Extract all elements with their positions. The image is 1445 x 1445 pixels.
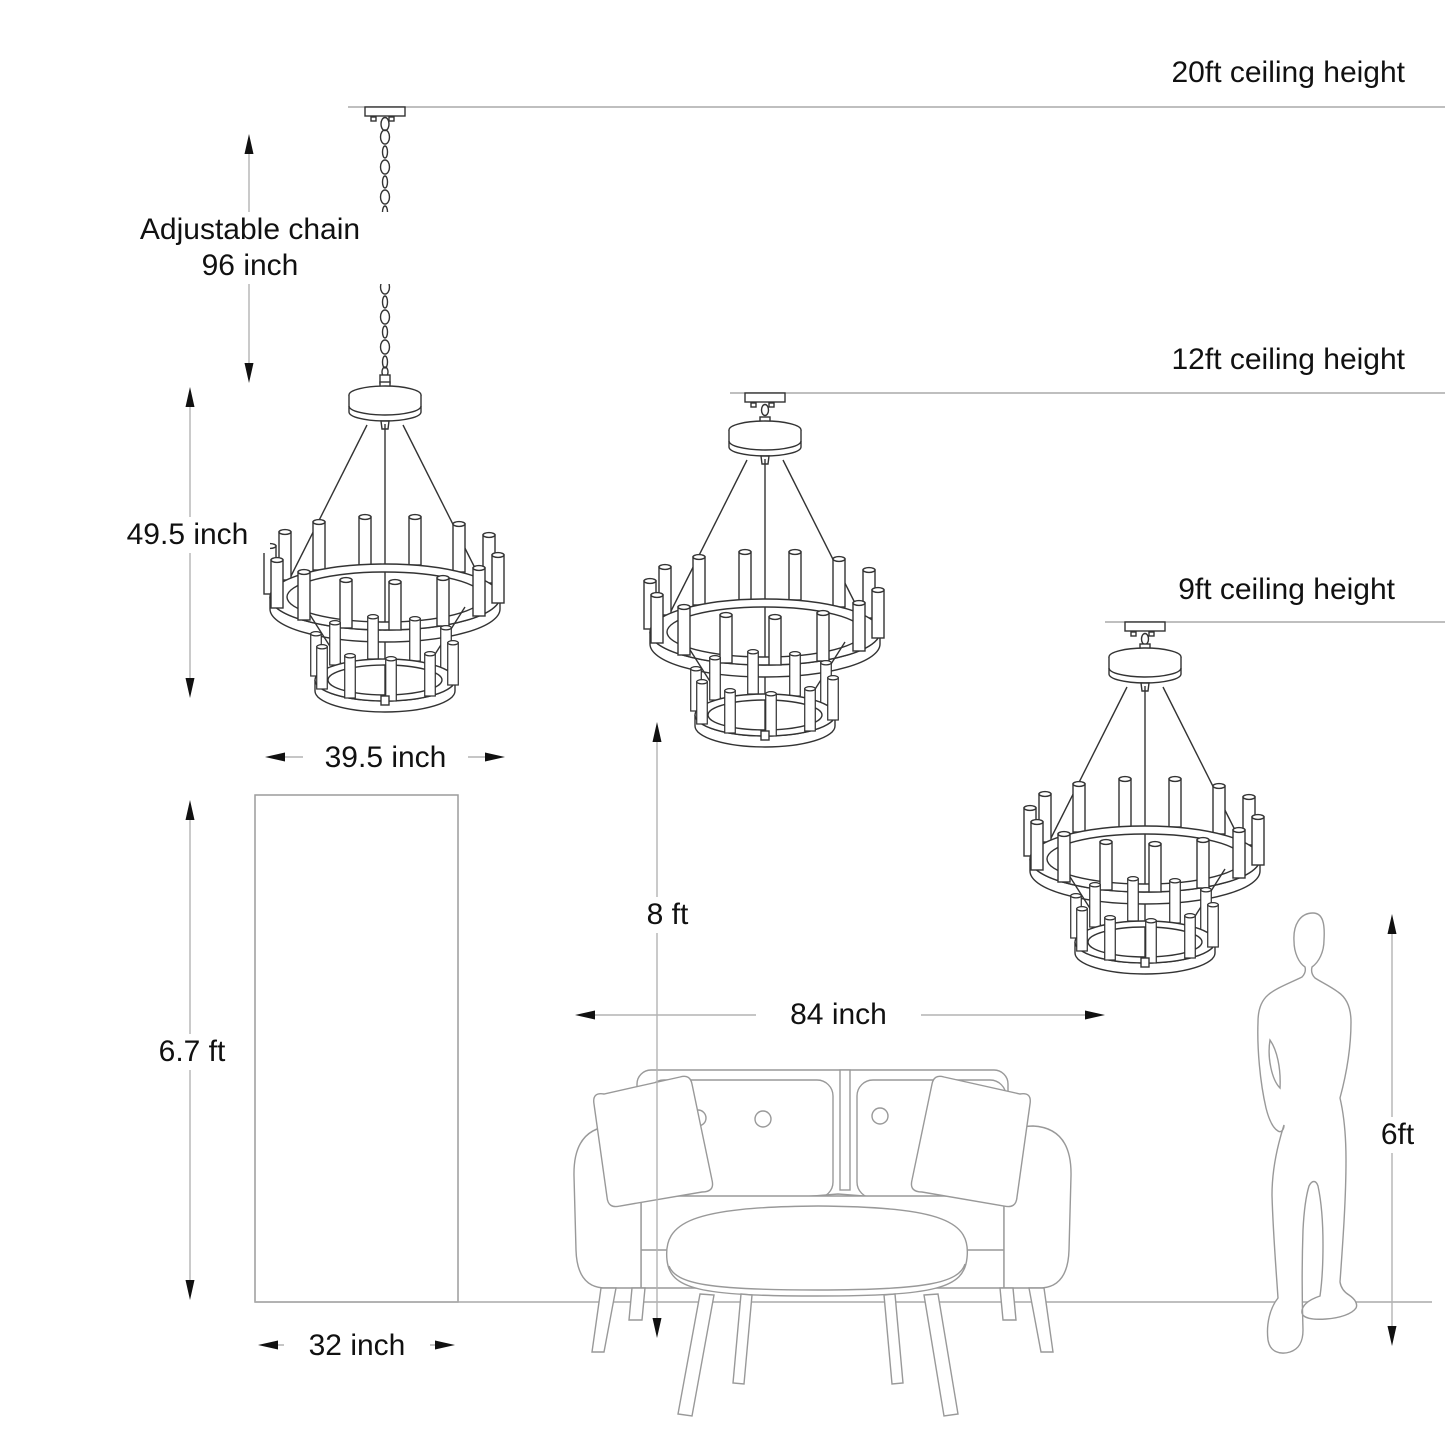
label-door-height: 6.7 ft [130, 1034, 254, 1070]
label-ceiling-20ft: 20ft ceiling height [1171, 56, 1405, 89]
sofa-leg [592, 1288, 616, 1352]
table-leg [733, 1294, 752, 1384]
ceiling-plate [1125, 622, 1165, 631]
table-leg [678, 1294, 714, 1416]
sofa-leg [629, 1288, 645, 1320]
label-person-height: 6ft [1355, 1117, 1440, 1153]
label-ceiling-9ft: 9ft ceiling height [1178, 573, 1395, 606]
sofa-leg [1029, 1288, 1053, 1352]
label-clearance: 8 ft [620, 897, 715, 933]
label-adjustable-chain-line2: 96 inch [201, 249, 299, 282]
chandelier-20ft [264, 107, 504, 712]
label-sofa-width: 84 inch [756, 997, 921, 1033]
label-adjustable-chain [105, 212, 395, 284]
label-fixture-height: 49.5 inch [105, 517, 270, 553]
throw-pillow-right [911, 1076, 1030, 1206]
coffee-table-sketch [667, 1206, 968, 1416]
label-ceiling-12ft: 12ft ceiling height [1171, 343, 1405, 376]
tuft-button [872, 1108, 888, 1124]
table-top [667, 1206, 968, 1296]
tuft-button [755, 1111, 771, 1127]
label-adjustable-chain-line1: Adjustable chain [139, 213, 361, 246]
ceiling-plate [365, 107, 405, 116]
table-leg [924, 1294, 958, 1416]
person-silhouette [1258, 913, 1357, 1353]
throw-pillow-left [594, 1076, 713, 1206]
ceiling-plate [745, 393, 785, 402]
chandelier-9ft [1024, 622, 1264, 974]
chandelier-12ft [644, 393, 884, 747]
label-fixture-width: 39.5 inch [303, 740, 468, 776]
label-door-width: 32 inch [284, 1328, 430, 1364]
sofa-leg [1000, 1288, 1016, 1320]
table-leg [884, 1294, 903, 1384]
door-outline [255, 795, 458, 1302]
